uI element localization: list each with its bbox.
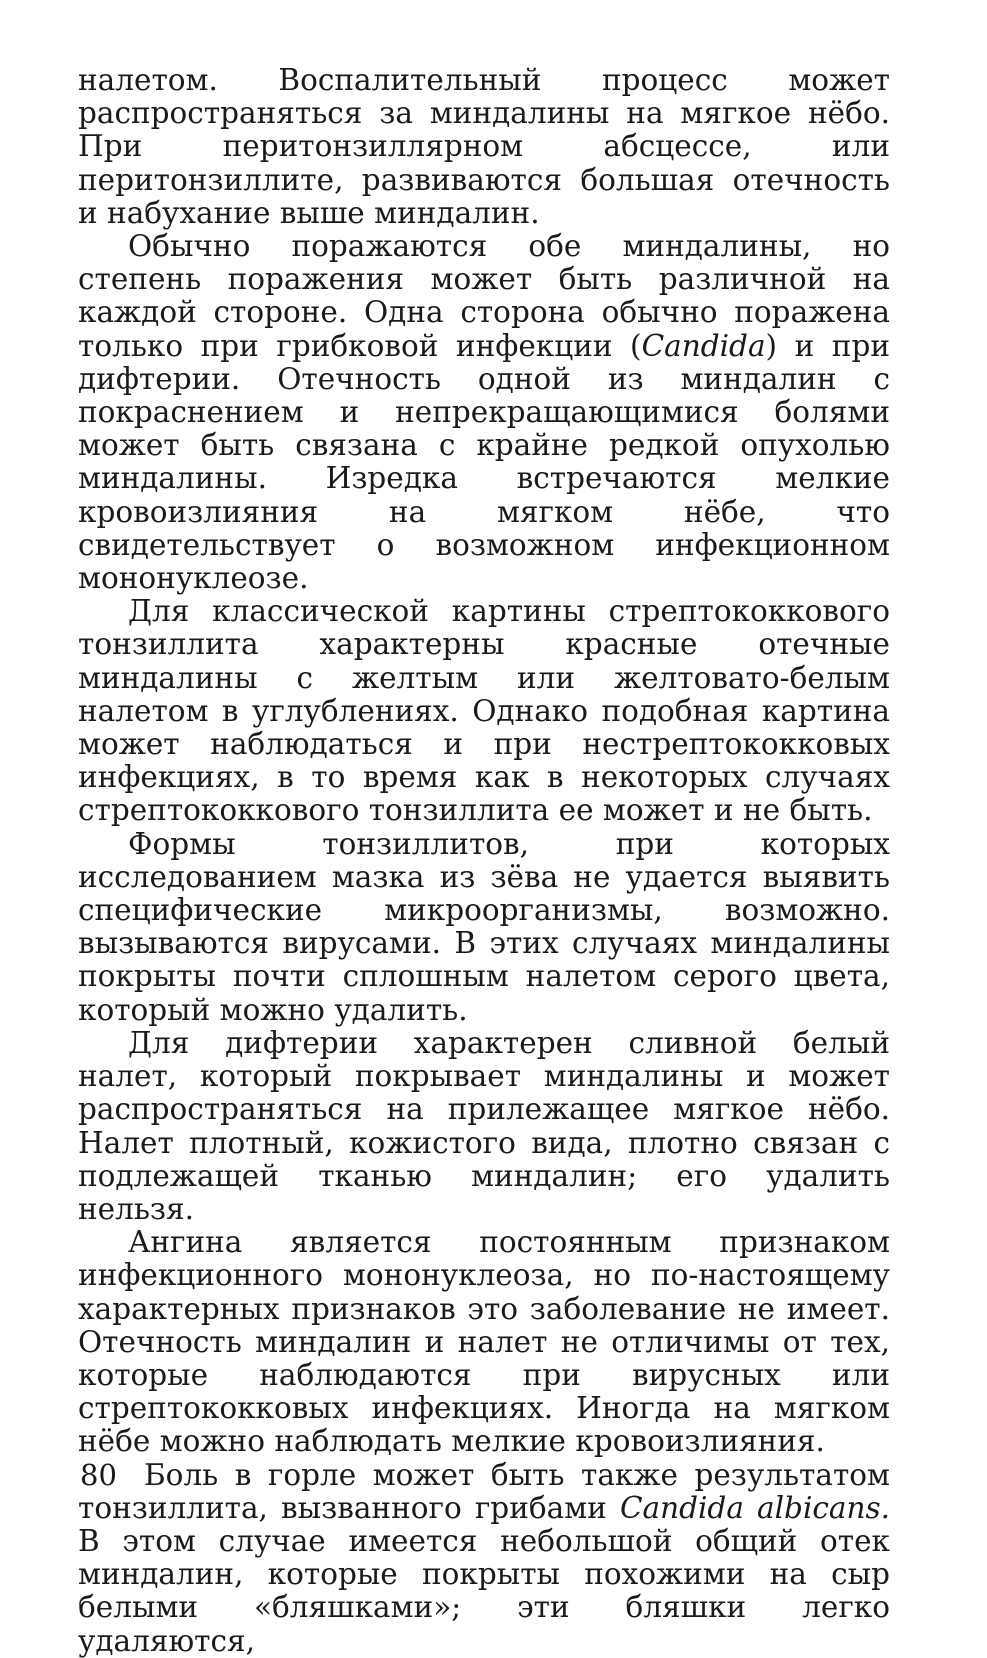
- italic-term: Candida albicans.: [619, 1490, 890, 1525]
- paragraph-text: Боль в горле может быть также результатом тонзиллита, вызванного грибами: [78, 1457, 890, 1525]
- paragraph-text: В этом случае имеется небольшой общий отек миндалин, которые покрыты похожими на сыр белыми «бляшками»; эти бляшки легко удаляются,: [78, 1523, 890, 1658]
- paragraph-viral: [78, 828, 890, 1027]
- paragraph-text: Для классической картины стрептококкового тонзиллита характерны красные отечные миндалины с желтым или желтовато-белым налетом в углублениях. Однако подобная картина может наблюдаться и при нестрептококковых инфекциях, в то время как в некоторых случаях стрептококкового тонзиллита ее может и не быть.: [78, 594, 890, 828]
- paragraph-tonsil-sides: [78, 230, 890, 595]
- page-number: 80: [80, 1458, 117, 1492]
- paragraph-text: Обычно поражаются обе миндалины, но степень поражения может быть различной на каждой стороне. Одна сторона обычно поражена только при грибковой инфекции (: [78, 229, 890, 363]
- paragraph-text: налетом. Воспалительный процесс может распространяться за миндалины на мягкое нёбо. При перитонзиллярном абсцессе, или перитонзиллите, развиваются большая отечность и набухание выше миндалин.: [78, 63, 890, 230]
- page-body: [78, 64, 890, 1658]
- paragraph-text: ) и при дифтерии. Отечность одной из миндалин с покраснением и непрекращающимися болями может быть связана с крайне редкой опухолью миндалины. Изредка встречаются мелкие кровоизлияния на мягком нёбе, что свидетельствует о возможном инфекционном мононуклеозе.: [78, 328, 890, 596]
- italic-term: Candida: [641, 328, 766, 363]
- paragraph-text: Ангина является постоянным признаком инфекционного мононуклеоза, но по-настоящему характерных признаков это заболевание не имеет. Отечность миндалин и налет не отличимы от тех, которые наблюдаются при вирусных или стрептококковых инфекциях. Иногда на мягком нёбе можно наблюдать мелкие кровоизлияния.: [78, 1225, 890, 1459]
- paragraph-mononucleosis: [78, 1226, 890, 1458]
- paragraph-continuation: [78, 64, 890, 230]
- paragraph-diphtheria: [78, 1027, 890, 1226]
- paragraph-text: Формы тонзиллитов, при которых исследованием мазка из зёва не удается выявить специфические микроорганизмы, возможно. вызываются вирусами. В этих случаях миндалины покрыты почти сплошным налетом серого цвета, который можно удалить.: [78, 826, 890, 1027]
- paragraph-streptococcal: [78, 595, 890, 827]
- paragraph-text: Для дифтерии характерен сливной белый налет, который покрывает миндалины и может распространяться на прилежащее мягкое нёбо. Налет плотный, кожистого вида, плотно связан с подлежащей тканью миндалин; его удалить нельзя.: [78, 1025, 890, 1226]
- paragraph-candida: [78, 1459, 890, 1658]
